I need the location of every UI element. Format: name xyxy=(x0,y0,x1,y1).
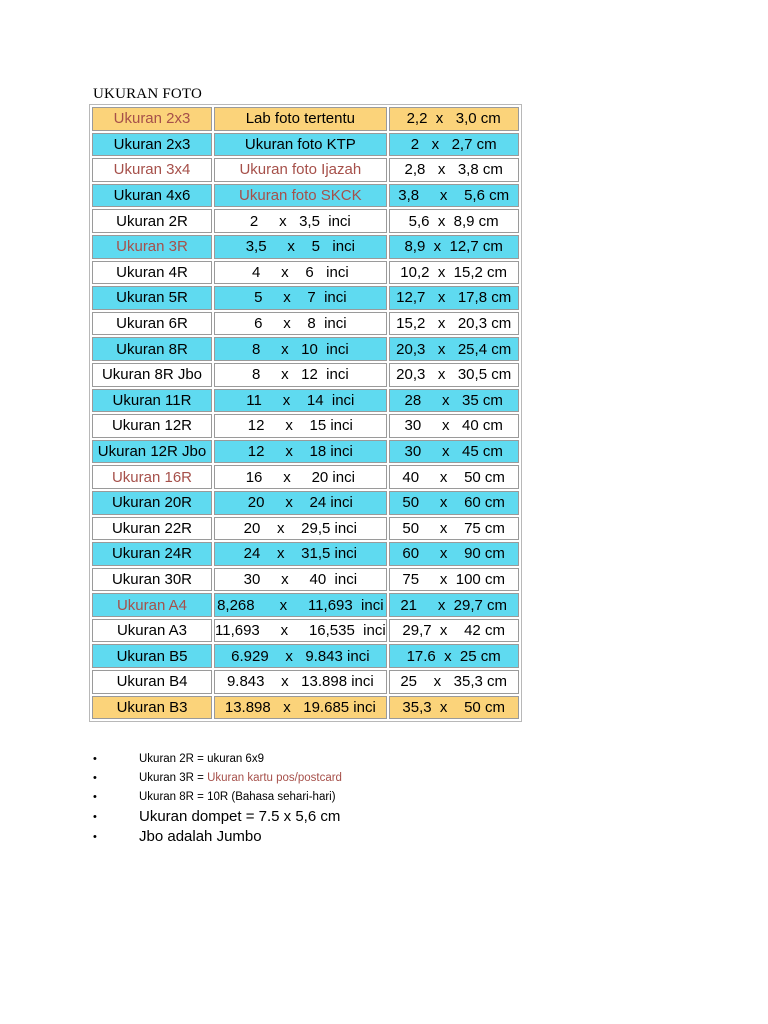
table-row xyxy=(92,389,519,413)
note-item xyxy=(93,807,342,827)
photo-size-table-body xyxy=(92,107,519,719)
size-inch-cell: 24 x 31,5 inci xyxy=(214,542,387,566)
size-name-cell: Ukuran 12R xyxy=(92,414,212,438)
size-cm-cell: 3,8 x 5,6 cm xyxy=(389,184,519,208)
size-name-cell: Ukuran 20R xyxy=(92,491,212,515)
bullet-icon: • xyxy=(93,753,97,765)
photo-size-table xyxy=(89,104,522,722)
size-cm-cell: 35,3 x 50 cm xyxy=(389,696,519,720)
bullet-icon: • xyxy=(93,811,97,823)
size-name-cell: Ukuran B3 xyxy=(92,696,212,720)
size-inch-cell: Ukuran foto Ijazah xyxy=(214,158,387,182)
size-cm-cell: 50 x 75 cm xyxy=(389,517,519,541)
table-row xyxy=(92,568,519,592)
size-cm-cell: 40 x 50 cm xyxy=(389,465,519,489)
size-name-cell: Ukuran 3R xyxy=(92,235,212,259)
size-name-cell: Ukuran 24R xyxy=(92,542,212,566)
table-row xyxy=(92,107,519,131)
note-item xyxy=(93,750,342,769)
size-inch-cell: 2 x 3,5 inci xyxy=(214,209,387,233)
note-item xyxy=(93,827,342,847)
size-inch-cell: Ukuran foto SKCK xyxy=(214,184,387,208)
table-row xyxy=(92,158,519,182)
size-name-cell: Ukuran 30R xyxy=(92,568,212,592)
size-inch-cell: Ukuran foto KTP xyxy=(214,133,387,157)
size-cm-cell: 75 x 100 cm xyxy=(389,568,519,592)
size-inch-cell: 30 x 40 inci xyxy=(214,568,387,592)
size-cm-cell: 28 x 35 cm xyxy=(389,389,519,413)
size-inch-cell: 4 x 6 inci xyxy=(214,261,387,285)
size-cm-cell: 20,3 x 25,4 cm xyxy=(389,337,519,361)
size-cm-cell: 20,3 x 30,5 cm xyxy=(389,363,519,387)
document-title: UKURAN FOTO xyxy=(93,86,203,102)
table-row xyxy=(92,644,519,668)
size-inch-cell: 8 x 10 inci xyxy=(214,337,387,361)
size-cm-cell: 5,6 x 8,9 cm xyxy=(389,209,519,233)
table-row xyxy=(92,517,519,541)
size-name-cell: Ukuran B4 xyxy=(92,670,212,694)
size-name-cell: Ukuran 16R xyxy=(92,465,212,489)
size-name-cell: Ukuran 4x6 xyxy=(92,184,212,208)
note-item xyxy=(93,788,342,807)
notes-list xyxy=(93,750,342,847)
size-cm-cell: 21 x 29,7 cm xyxy=(389,593,519,617)
table-row xyxy=(92,465,519,489)
size-inch-cell: 9.843 x 13.898 inci xyxy=(214,670,387,694)
bullet-icon: • xyxy=(93,791,97,803)
table-row xyxy=(92,261,519,285)
table-row xyxy=(92,337,519,361)
size-inch-cell: Lab foto tertentu xyxy=(214,107,387,131)
size-cm-cell: 8,9 x 12,7 cm xyxy=(389,235,519,259)
bullet-icon: • xyxy=(93,831,97,843)
size-name-cell: Ukuran 2x3 xyxy=(92,133,212,157)
size-name-cell: Ukuran B5 xyxy=(92,644,212,668)
size-name-cell: Ukuran A3 xyxy=(92,619,212,643)
table-row xyxy=(92,133,519,157)
size-inch-cell: 20 x 29,5 inci xyxy=(214,517,387,541)
note-text: Ukuran 3R = xyxy=(139,772,208,784)
table-row xyxy=(92,363,519,387)
note-text: Ukuran 2R = ukuran 6x9 xyxy=(139,753,264,765)
size-name-cell: Ukuran 3x4 xyxy=(92,158,212,182)
size-cm-cell: 30 x 40 cm xyxy=(389,414,519,438)
size-inch-cell: 5 x 7 inci xyxy=(214,286,387,310)
size-name-cell: Ukuran 4R xyxy=(92,261,212,285)
size-name-cell: Ukuran 11R xyxy=(92,389,212,413)
size-inch-cell: 12 x 18 inci xyxy=(214,440,387,464)
size-name-cell: Ukuran A4 xyxy=(92,593,212,617)
table-row xyxy=(92,209,519,233)
size-inch-cell: 13.898 x 19.685 inci xyxy=(214,696,387,720)
size-name-cell: Ukuran 8R Jbo xyxy=(92,363,212,387)
table-row xyxy=(92,542,519,566)
size-inch-cell: 6.929 x 9.843 inci xyxy=(214,644,387,668)
table-row xyxy=(92,440,519,464)
table-row xyxy=(92,619,519,643)
note-item xyxy=(93,769,342,788)
size-inch-cell: 11,693 x 16,535 inci xyxy=(214,619,387,643)
table-row xyxy=(92,184,519,208)
size-name-cell: Ukuran 22R xyxy=(92,517,212,541)
size-cm-cell: 12,7 x 17,8 cm xyxy=(389,286,519,310)
size-cm-cell: 25 x 35,3 cm xyxy=(389,670,519,694)
table-row xyxy=(92,235,519,259)
note-text: Ukuran dompet = 7.5 x 5,6 cm xyxy=(139,808,341,825)
table-row xyxy=(92,491,519,515)
size-inch-cell: 11 x 14 inci xyxy=(214,389,387,413)
size-cm-cell: 2 x 2,7 cm xyxy=(389,133,519,157)
size-inch-cell: 20 x 24 inci xyxy=(214,491,387,515)
note-highlight-text: Ukuran kartu pos/postcard xyxy=(207,772,342,784)
size-name-cell: Ukuran 2R xyxy=(92,209,212,233)
size-name-cell: Ukuran 12R Jbo xyxy=(92,440,212,464)
size-name-cell: Ukuran 8R xyxy=(92,337,212,361)
table-row xyxy=(92,593,519,617)
size-cm-cell: 2,8 x 3,8 cm xyxy=(389,158,519,182)
note-text: Ukuran 8R = 10R (Bahasa sehari-hari) xyxy=(139,791,336,803)
size-cm-cell: 2,2 x 3,0 cm xyxy=(389,107,519,131)
size-cm-cell: 50 x 60 cm xyxy=(389,491,519,515)
size-cm-cell: 60 x 90 cm xyxy=(389,542,519,566)
bullet-icon: • xyxy=(93,772,97,784)
size-cm-cell: 29,7 x 42 cm xyxy=(389,619,519,643)
table-row xyxy=(92,414,519,438)
size-inch-cell: 8 x 12 inci xyxy=(214,363,387,387)
table-row xyxy=(92,670,519,694)
size-cm-cell: 17.6 x 25 cm xyxy=(389,644,519,668)
size-inch-cell: 6 x 8 inci xyxy=(214,312,387,336)
size-cm-cell: 15,2 x 20,3 cm xyxy=(389,312,519,336)
table-row xyxy=(92,312,519,336)
table-row xyxy=(92,696,519,720)
size-cm-cell: 10,2 x 15,2 cm xyxy=(389,261,519,285)
size-name-cell: Ukuran 2x3 xyxy=(92,107,212,131)
size-inch-cell: 16 x 20 inci xyxy=(214,465,387,489)
size-inch-cell: 3,5 x 5 inci xyxy=(214,235,387,259)
size-name-cell: Ukuran 5R xyxy=(92,286,212,310)
note-text: Jbo adalah Jumbo xyxy=(139,828,262,845)
size-inch-cell: 8,268 x 11,693 inci xyxy=(214,593,387,617)
table-row xyxy=(92,286,519,310)
size-cm-cell: 30 x 45 cm xyxy=(389,440,519,464)
size-inch-cell: 12 x 15 inci xyxy=(214,414,387,438)
size-name-cell: Ukuran 6R xyxy=(92,312,212,336)
